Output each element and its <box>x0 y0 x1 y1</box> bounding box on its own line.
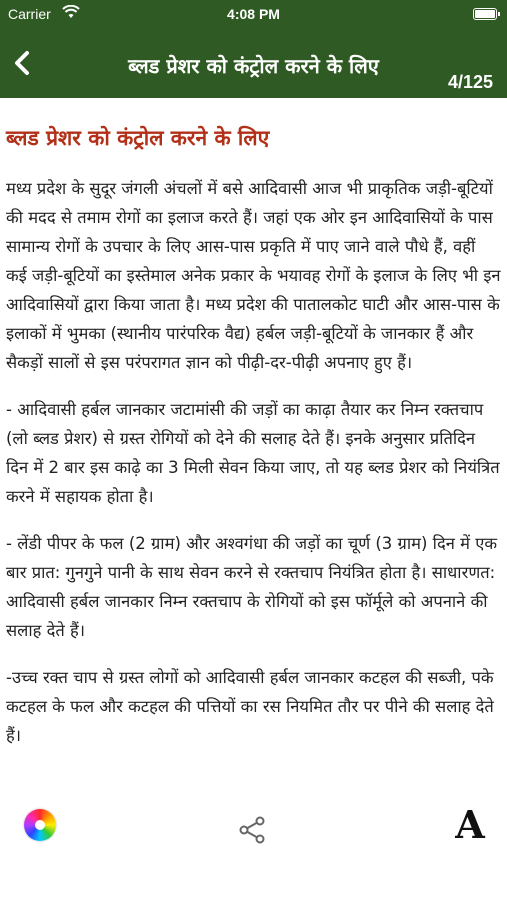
battery-icon <box>473 8 497 20</box>
navigation-bar <box>0 28 507 98</box>
article-content[interactable] <box>0 98 507 778</box>
carrier-label: Carrier <box>8 6 51 22</box>
article-paragraph: - आदिवासी हर्बल जानकार जटामांसी की जड़ों का काढ़ा तैयार कर निम्न रक्तचाप (लो ब्लड प्रेशर) से ग्रस्त रोगियों को देने की सलाह देते हैं। इनके अनुसार प्रतिदिन दिन में 2 बार इस काढ़े का 3 मिली सेवन किया जाए, तो यह ब्लड प्रेशर को नियंत्रित करने में सहायक होता है। <box>6 400 500 506</box>
back-chevron-icon[interactable] <box>10 50 36 76</box>
article-title: ब्लड प्रेशर को कंट्रोल करने के लिए <box>6 126 270 150</box>
color-wheel-icon[interactable] <box>24 809 56 841</box>
status-bar <box>0 0 507 28</box>
share-icon[interactable] <box>238 815 268 845</box>
page-counter: 4/125 <box>447 72 493 92</box>
bottom-toolbar <box>0 795 507 865</box>
article-paragraph: -उच्च रक्त चाप से ग्रस्त लोगों को आदिवासी हर्बल जानकार कटहल की सब्जी, पके कटहल के फल और कटहल की पत्तियों का रस नियमित तौर पर पीने की सलाह देते हैं। <box>6 668 494 745</box>
font-size-button[interactable]: A <box>455 802 485 847</box>
status-time: 4:08 PM <box>227 6 280 22</box>
article-paragraph: - लेंडी पीपर के फल (2 ग्राम) और अश्वगंधा की जड़ों का चूर्ण (3 ग्राम) दिन में एक बार प्रात: गुनगुने पानी के साथ सेवन करने से रक्तचाप नियंत्रित होता है। साधारणत: आदिवासी हर्बल जानकार निम्न रक्तचाप के रोगियों को इस फॉर्मूले को अपनाने की सलाह देते हैं। <box>6 534 498 640</box>
nav-title: ब्लड प्रेशर को कंट्रोल करने के लिए <box>128 54 379 78</box>
article-paragraph: मध्य प्रदेश के सुदूर जंगली अंचलों में बसे आदिवासी आज भी प्राकृतिक जड़ी-बूटियों की मदद से तमाम रोगों का इलाज करते हैं। जहां एक ओर इन आदिवासियों के पास सामान्य रोगों के उपचार के लिए आस-पास प्रकृति में पाए जाने वाले पौधे हैं, वहीं कई जड़ी-बूटियों का इस्तेमाल अनेक प्रकार के भयावह रोगों के इलाज के लिए भी इन आदिवासियों द्वारा किया जाता है। मध्य प्रदेश की पातालकोट घाटी और आस-पास के इलाकों में भुमका (स्थानीय पारंपरिक वैद्य) हर्बल जड़ी-बूटियों के जानकार हैं और सैकड़ों सालों से इस परंपरागत ज्ञान को पीढ़ी-दर-पीढ़ी अपनाए हुए हैं। <box>6 179 501 372</box>
